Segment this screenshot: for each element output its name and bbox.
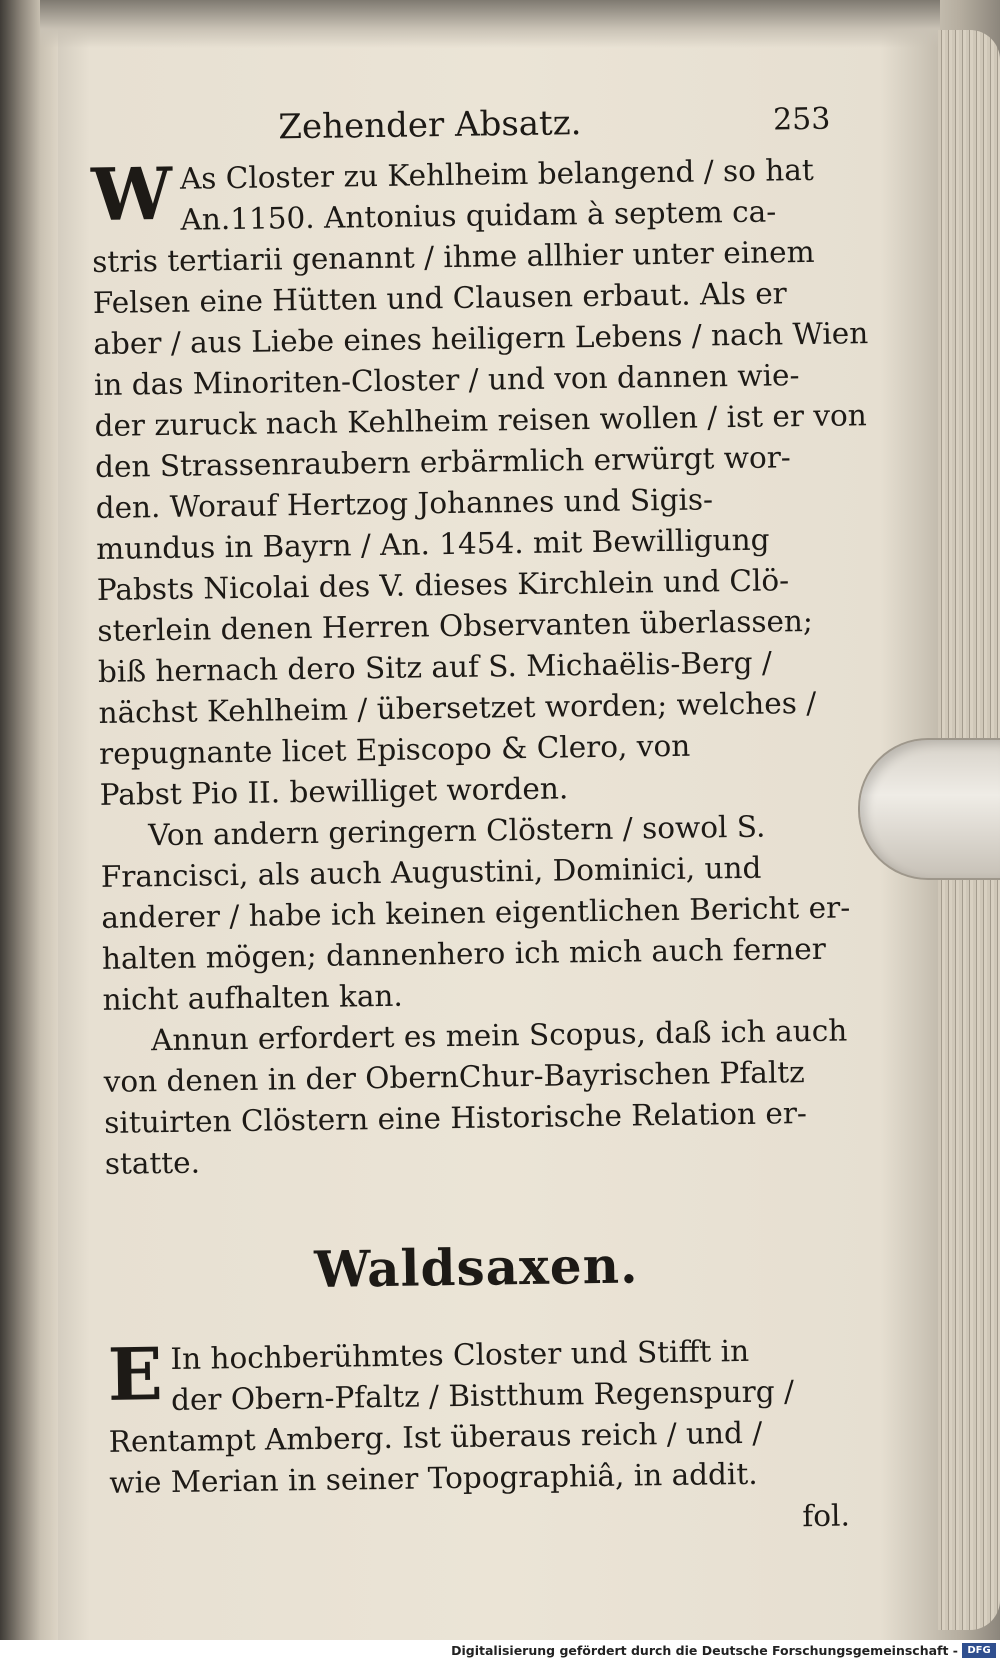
text-line: halten mögen; dannenhero ich mich auch ferner — [101, 931, 827, 976]
catchword: fol. — [802, 1498, 851, 1534]
text-line: Pabst Pio II. bewilliget worden. — [99, 771, 569, 812]
text-line: repugnante licet Episcopo & Clero, von — [98, 728, 691, 771]
text-line: den Strassenraubern erbärmlich erwürgt wor- — [94, 440, 791, 484]
text-line: stris tertiarii genannt / ihme allhier unter einem — [92, 234, 815, 279]
text-line: sterlein denen Herren Observanten überlassen; — [97, 603, 814, 648]
text-line: In hochberühmtes Closter und Stifft in — [170, 1333, 750, 1376]
text-line: von denen in der ObernChur-Bayrischen Pfaltz — [103, 1055, 805, 1099]
text-line: Francisci, als auch Augustini, Dominici, und — [100, 850, 762, 894]
text-line: An.1150. Antonius quidam à septem ca- — [180, 194, 777, 237]
text-line: situirten Clöstern eine Historische Relation er- — [104, 1096, 808, 1140]
running-title: Zehender Absatz. — [278, 103, 582, 148]
text-line: aber / aus Liebe eines heiligern Lebens / nach Wien — [93, 316, 869, 361]
text-line: Annun erfordert es mein Scopus, daß ich auch — [150, 1013, 848, 1058]
top-shadow — [40, 0, 940, 48]
section-paragraph — [107, 1330, 849, 1504]
book-page — [90, 90, 869, 1547]
text-line: wie Merian in seiner Topographiâ, in addit. — [109, 1456, 758, 1500]
text-line: der Obern-Pfaltz / Bistthum Regenspurg / — [170, 1374, 795, 1417]
section-heading: Waldsaxen. — [313, 1235, 639, 1299]
footer-text: Digitalisierung gefördert durch die Deutsche Forschungsgemeinschaft - — [451, 1643, 958, 1658]
text-line: mundus in Bayrn / An. 1454. mit Bewilligung — [96, 522, 770, 566]
text-line: Rentampt Amberg. Ist überaus reich / und / — [108, 1415, 763, 1459]
text-line: statte. — [104, 1145, 201, 1181]
dfg-logo: DFG — [962, 1643, 996, 1658]
page-number: 253 — [772, 101, 831, 138]
text-line: biß hernach dero Sitz auf S. Michaëlis-Berg / — [97, 645, 773, 689]
running-header — [90, 90, 831, 160]
text-line: den. Worauf Hertzog Johannes und Sigis- — [95, 482, 714, 525]
text-line: Pabsts Nicolai des V. dieses Kirchlein und Clö- — [96, 563, 790, 607]
paragraph-3 — [103, 1011, 848, 1185]
text-line: Felsen eine Hütten und Clausen erbaut. Als er — [92, 276, 788, 320]
drop-cap: W — [90, 150, 173, 237]
text-line: der zuruck nach Kehlheim reisen wollen / ist er von — [94, 398, 867, 443]
left-page-edges — [0, 0, 58, 1662]
text-line: As Closter zu Kehlheim belangend / so hat — [179, 152, 814, 196]
paragraph-2 — [100, 806, 851, 1021]
text-line: nicht aufhalten kan. — [102, 978, 404, 1017]
digitization-footer — [0, 1640, 1000, 1662]
drop-cap: E — [107, 1331, 164, 1417]
text-line: in das Minoriten-Closter / und von dannen wie- — [93, 358, 800, 402]
text-line: nächst Kehlheim / übersetzet worden; welches / — [98, 685, 817, 730]
book-clip — [858, 738, 1000, 880]
text-line: Von andern geringern Clöstern / sowol S. — [148, 809, 766, 853]
paragraph-1 — [90, 150, 869, 816]
text-line: anderer / habe ich keinen eigentlichen Bericht er- — [101, 890, 851, 935]
